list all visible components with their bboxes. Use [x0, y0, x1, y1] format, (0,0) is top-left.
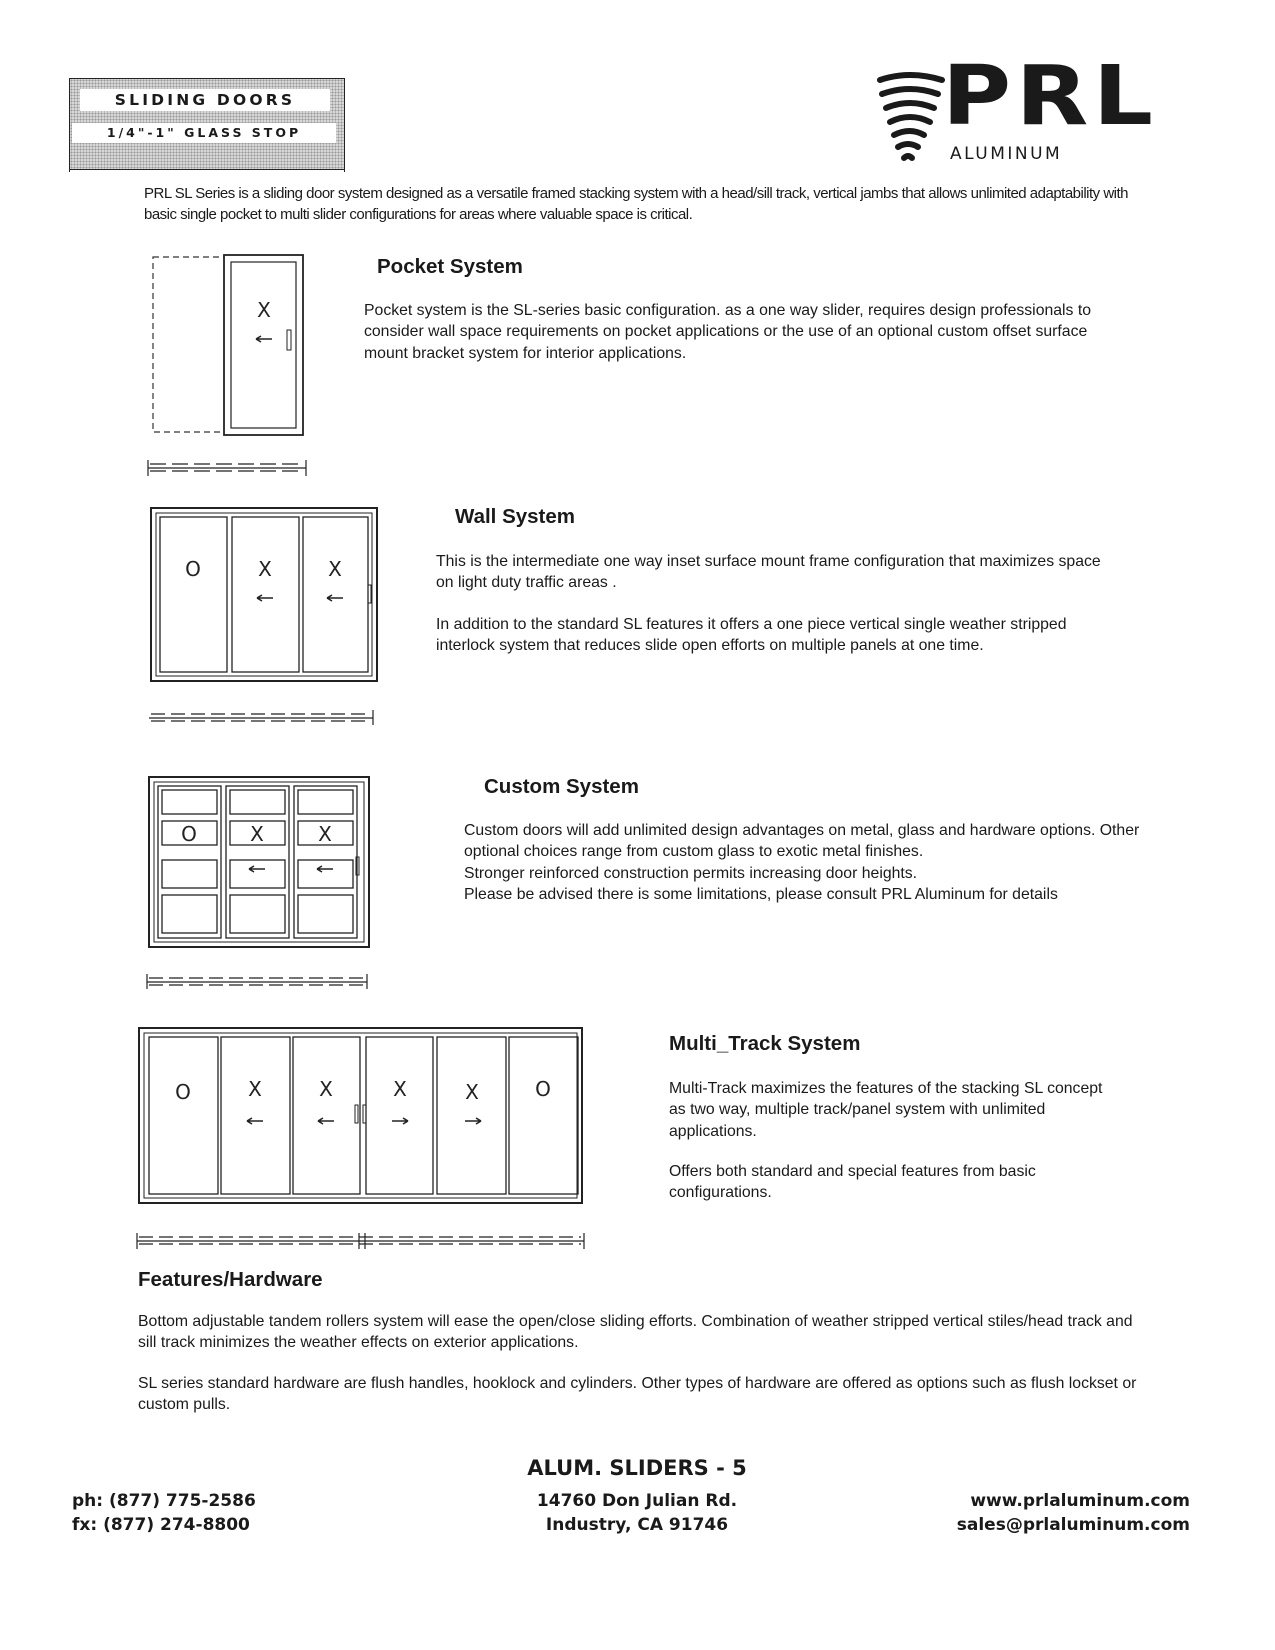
wall-panel-mark-3: X: [328, 557, 342, 581]
multi-handle-right: [363, 1105, 366, 1123]
multi-panel-mark-5: X: [465, 1080, 479, 1104]
city-address: Industry, CA 91746: [545, 1515, 729, 1535]
multi-track-system-text-2: Offers both standard and special features from basic configurations.: [669, 1163, 1036, 1202]
street-address: 14760 Don Julian Rd.: [536, 1491, 738, 1511]
multi-arrow-right-icon-2: [465, 1118, 481, 1124]
footer-address: [437, 1489, 837, 1537]
fax-number: fx: (877) 274-8800: [72, 1515, 250, 1535]
wall-panel-mark-2: X: [258, 557, 272, 581]
wall-handle: [368, 585, 371, 603]
wall-system-text-1: This is the intermediate one way inset surface mount frame configuration that maximizes space on light duty traffic areas .: [436, 553, 1101, 592]
custom-arrow-left-icon-2: [317, 866, 333, 872]
pocket-system-text: Pocket system is the SL-series basic configuration. as a one way slider, requires design professionals to consider wall space requirements on pocket applications or the use of an optional custom offset surface mount bracket system for interior applications.: [364, 302, 1092, 362]
multi-track-system-diagram: [135, 1025, 590, 1253]
pocket-system-title: Pocket System: [377, 255, 523, 278]
multi-panel-2: [221, 1037, 290, 1194]
multi-panel-mark-4: X: [393, 1077, 407, 1101]
features-hardware-text-1: Bottom adjustable tandem rollers system will ease the open/close sliding efforts. Combination of weather stripped vertical stiles/head track and sill track minimizes the weather effects on exterior applications.: [138, 1313, 1133, 1352]
multi-panel-3: [293, 1037, 360, 1194]
wall-system-title: Wall System: [455, 505, 576, 528]
features-hardware-title: Features/Hardware: [138, 1268, 323, 1291]
multi-arrow-left-icon-1: [247, 1118, 263, 1124]
custom-panel-3: [294, 786, 357, 938]
wall-arrow-left-icon: [257, 595, 273, 601]
phone-number: ph: (877) 775-2586: [72, 1491, 256, 1511]
intro-paragraph: PRL SL Series is a sliding door system designed as a versatile framed stacking system with a head/sill track, vertical jambs that allows unlimited adaptability with basic single pocket to multi slider configurations for areas where valuable space is critical.: [144, 185, 1129, 223]
badge-title: SLIDING DOORS: [80, 89, 330, 111]
logo-wordmark: PRL: [942, 49, 1158, 144]
pocket-dimension-line: [148, 460, 306, 476]
custom-panel-2: [226, 786, 289, 938]
wall-panel-1: [160, 517, 227, 672]
multi-arrow-left-icon-2: [318, 1118, 334, 1124]
multi-panel-1: [149, 1037, 218, 1194]
multi-panel-mark-3: X: [319, 1077, 333, 1101]
custom-system-line-3: Please be advised there is some limitations, please consult PRL Aluminum for details: [464, 885, 1058, 903]
custom-arrow-left-icon: [249, 866, 265, 872]
custom-dimension-line: [147, 974, 367, 989]
multi-panel-mark-2: X: [248, 1077, 262, 1101]
website-link[interactable]: www.prlaluminum.com: [970, 1491, 1190, 1511]
multi-panel-mark-6: O: [535, 1077, 551, 1101]
custom-system-title: Custom System: [484, 775, 639, 798]
multi-track-system-text-1: Multi-Track maximizes the features of the stacking SL concept as two way, multiple track/panel system with unlimited applications.: [669, 1080, 1103, 1140]
wall-system-text-2: In addition to the standard SL features it offers a one piece vertical single weather stripped interlock system that reduces slide open efforts on multiple panels at one time.: [436, 616, 1067, 655]
custom-system-diagram: [145, 775, 385, 990]
wall-panel-2: [232, 517, 299, 672]
custom-system-line-2: Stronger reinforced construction permits increasing door heights.: [464, 864, 918, 882]
wall-system-diagram: [145, 505, 385, 725]
tornado-logo-icon: [876, 72, 946, 164]
multi-dimension-line: [137, 1233, 584, 1249]
multi-handle-left: [355, 1105, 358, 1123]
wall-arrow-left-icon-2: [327, 595, 343, 601]
multi-panel-mark-1: O: [175, 1080, 191, 1104]
custom-panel-1: [158, 786, 221, 938]
multi-panel-5: [437, 1037, 506, 1194]
footer-web-contact: [870, 1489, 1190, 1537]
pocket-panel-mark: X: [257, 298, 271, 322]
custom-panel-mark-3: X: [318, 822, 332, 846]
wall-panel-mark-1: O: [185, 557, 201, 581]
wall-dimension-line: [149, 710, 373, 725]
page-label: ALUM. SLIDERS - 5: [527, 1456, 747, 1480]
pocket-system-diagram: [140, 250, 320, 478]
custom-system-line-1: Custom doors will add unlimited design advantages on metal, glass and hardware options. Other optional choices range from custom glass to exotic metal finishes.: [464, 822, 1140, 861]
wall-frame: [151, 508, 377, 681]
features-hardware-text-2: SL series standard hardware are flush handles, hooklock and cylinders. Other types of hardware are offered as options such as flush lockset or custom pulls.: [138, 1375, 1137, 1414]
badge-subtitle: 1/4"-1" GLASS STOP: [72, 123, 336, 143]
custom-system-text: [464, 820, 1154, 905]
custom-panel-mark-2: X: [250, 822, 264, 846]
custom-panel-mark-1: O: [181, 822, 197, 846]
footer-contact-phone: [72, 1489, 392, 1537]
email-link[interactable]: sales@prlaluminum.com: [956, 1515, 1190, 1535]
wall-panel-3: [303, 517, 368, 672]
multi-panel-6: [509, 1037, 578, 1194]
custom-frame: [149, 777, 369, 947]
multi-track-system-title: Multi_Track System: [669, 1032, 861, 1055]
multi-panel-4: [366, 1037, 433, 1194]
multi-arrow-right-icon-1: [392, 1118, 408, 1124]
prl-logo: [876, 49, 1186, 164]
header-badge: [69, 78, 345, 170]
logo-subtitle: ALUMINUM: [950, 144, 1063, 164]
